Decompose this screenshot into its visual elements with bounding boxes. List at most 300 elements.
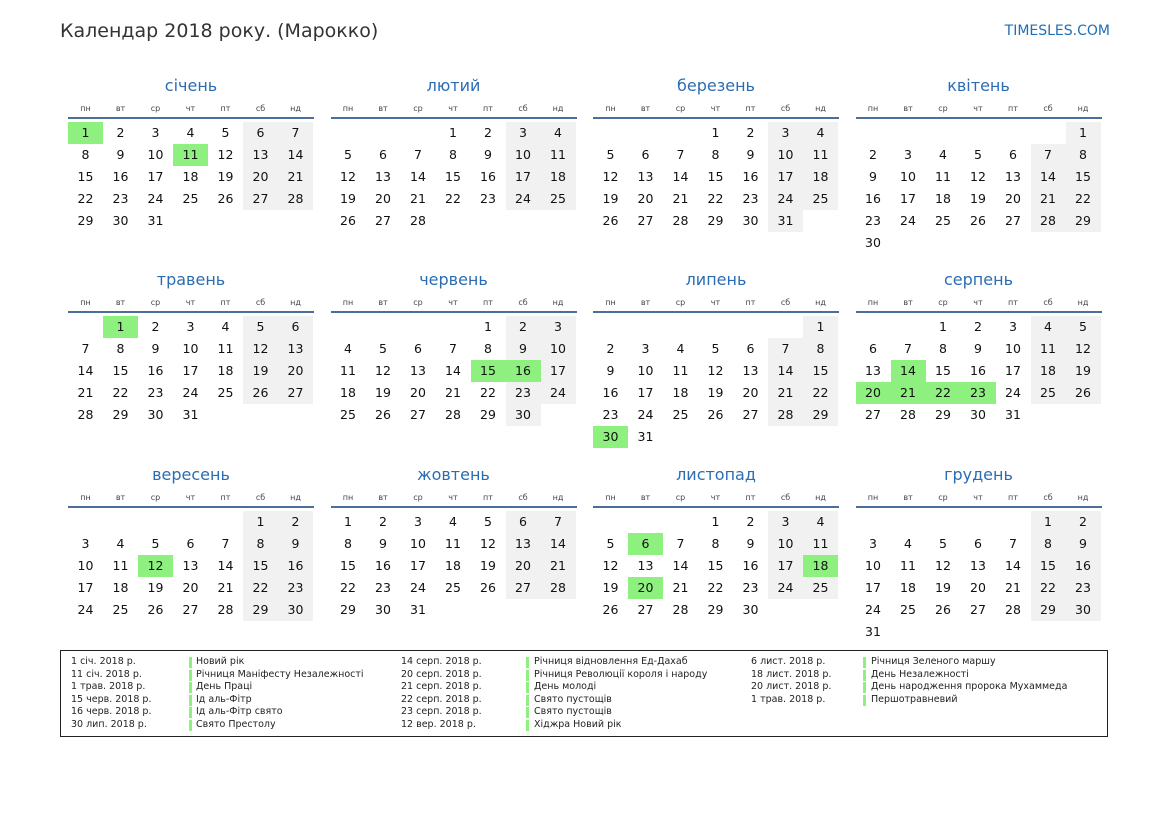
holiday-legend (60, 650, 1108, 737)
day-cell: 7 (1031, 144, 1066, 166)
day-cell: 6 (641, 147, 650, 162)
day-cell: 30 (742, 602, 759, 617)
day-cell: 20 (970, 580, 986, 595)
day-cell: 19 (243, 360, 278, 382)
day-cell: 7 (221, 536, 230, 551)
month-name: жовтень (417, 465, 490, 484)
day-cell: 7 (768, 338, 803, 360)
day-cell: 1 (449, 125, 457, 140)
day-cell: 11 (217, 341, 234, 356)
day-cell: 13 (970, 558, 986, 573)
month-name: квітень (947, 76, 1010, 95)
legend-holiday-name: Хіджра Новий рік (534, 718, 622, 730)
day-cell: 10 (865, 558, 881, 573)
day-cell: 24 (182, 385, 199, 400)
month-name: серпень (944, 270, 1013, 289)
day-cell: 28 (278, 188, 313, 210)
day-cell: 13 (742, 363, 759, 378)
weekday-label: пн (867, 298, 879, 307)
day-cell: 27 (970, 602, 986, 617)
day-cell: 26 (480, 580, 496, 595)
day-cell: 23 (480, 191, 496, 206)
day-cell: 29 (1031, 599, 1066, 621)
day-cell: 18 (112, 580, 129, 595)
day-cell: 26 (935, 602, 951, 617)
day-cell: 18 (182, 169, 199, 184)
day-cell: 29 (803, 404, 838, 426)
day-cell: 8 (116, 341, 125, 356)
day-cell: 10 (541, 338, 576, 360)
day-cell: 9 (746, 536, 755, 551)
weekday-label: ср (938, 104, 948, 113)
day-cell: 28 (672, 602, 689, 617)
day-cell: 28 (217, 602, 234, 617)
day-cell: 10 (410, 536, 426, 551)
holiday-color-marker (526, 707, 529, 718)
weekday-label: вт (115, 104, 126, 113)
empty-cell (891, 316, 926, 338)
page-title: Календар 2018 року. (Марокко) (60, 20, 379, 42)
day-cell: 3 (1009, 319, 1017, 334)
legend-row (71, 669, 411, 682)
holiday-day: 18 (803, 555, 838, 577)
month-1 (68, 75, 314, 232)
day-cell: 21 (278, 166, 313, 188)
legend-row (401, 681, 741, 694)
day-cell: 27 (865, 407, 881, 422)
empty-cell (996, 511, 1031, 533)
day-cell: 15 (340, 558, 356, 573)
day-cell: 26 (602, 213, 619, 228)
day-cell: 26 (602, 602, 619, 617)
day-cell: 3 (641, 341, 650, 356)
legend-row (401, 719, 741, 732)
day-cell: 24 (506, 188, 541, 210)
day-cell: 27 (410, 407, 426, 422)
day-cell: 31 (410, 602, 426, 617)
day-cell: 28 (77, 407, 94, 422)
day-cell: 2 (116, 125, 125, 140)
holiday-color-marker (189, 720, 192, 731)
days-grid (593, 511, 839, 621)
day-cell: 16 (375, 558, 391, 573)
day-cell: 24 (541, 382, 576, 404)
day-cell: 16 (480, 169, 496, 184)
month-6 (331, 269, 577, 426)
day-cell: 13 (637, 169, 654, 184)
day-cell: 5 (243, 316, 278, 338)
day-cell: 11 (112, 558, 129, 573)
weekday-label: сб (518, 493, 528, 502)
day-cell: 31 (182, 407, 199, 422)
legend-holiday-name: Першотравневий (871, 693, 958, 705)
weekday-label: вт (115, 298, 126, 307)
day-cell: 29 (340, 602, 356, 617)
day-cell: 23 (278, 577, 313, 599)
weekday-header (68, 491, 314, 508)
empty-cell (768, 316, 803, 338)
month-name: січень (164, 76, 218, 95)
day-cell: 25 (803, 188, 838, 210)
day-cell: 15 (445, 169, 461, 184)
weekday-label: нд (815, 104, 826, 113)
empty-cell (891, 122, 926, 144)
day-cell: 8 (711, 536, 720, 551)
site-link[interactable]: TIMESLES.COM (1004, 23, 1110, 39)
day-cell: 18 (340, 385, 356, 400)
day-cell: 13 (182, 558, 199, 573)
weekday-label: пн (80, 104, 91, 113)
day-cell: 16 (865, 191, 881, 206)
weekday-label: вт (378, 493, 388, 502)
day-cell: 24 (768, 577, 803, 599)
day-cell: 4 (939, 147, 947, 162)
day-cell: 6 (506, 511, 541, 533)
holiday-day: 20 (628, 577, 663, 599)
holiday-color-marker (189, 707, 192, 718)
day-cell: 18 (935, 191, 951, 206)
day-cell: 19 (147, 580, 164, 595)
day-cell: 21 (1005, 580, 1021, 595)
day-cell: 21 (672, 580, 689, 595)
day-cell: 21 (77, 385, 94, 400)
weekday-label: чт (448, 298, 458, 307)
day-cell: 8 (484, 341, 492, 356)
day-cell: 26 (1066, 382, 1101, 404)
day-cell: 8 (243, 533, 278, 555)
legend-date: 1 трав. 2018 р. (751, 693, 826, 705)
legend-row (401, 706, 741, 719)
day-cell: 1 (344, 514, 352, 529)
day-cell: 30 (375, 602, 391, 617)
legend-holiday-name: Річниця Зеленого маршу (871, 656, 996, 667)
day-cell: 3 (414, 514, 422, 529)
day-cell: 26 (340, 213, 356, 228)
day-cell: 28 (672, 213, 689, 228)
day-cell: 11 (445, 536, 461, 551)
day-cell: 12 (217, 147, 234, 162)
day-cell: 10 (182, 341, 199, 356)
day-cell: 2 (278, 511, 313, 533)
day-cell: 14 (1031, 166, 1066, 188)
weekday-header (593, 102, 839, 119)
month-7 (593, 269, 839, 448)
legend-holiday-name: Ід аль-Фітр свято (196, 706, 283, 717)
day-cell: 18 (900, 580, 916, 595)
day-cell: 14 (672, 169, 689, 184)
day-cell: 22 (77, 191, 94, 206)
day-cell: 12 (707, 363, 724, 378)
empty-cell (926, 511, 961, 533)
day-cell: 9 (278, 533, 313, 555)
day-cell: 17 (637, 385, 654, 400)
day-cell: 26 (970, 213, 986, 228)
legend-row (751, 669, 1091, 682)
day-cell: 21 (217, 580, 234, 595)
holiday-color-marker (863, 657, 866, 668)
day-cell: 23 (112, 191, 129, 206)
day-cell: 3 (506, 122, 541, 144)
weekday-label: ср (413, 104, 423, 113)
weekday-header (68, 296, 314, 313)
day-cell: 17 (147, 169, 164, 184)
weekday-label: нд (290, 493, 301, 502)
day-cell: 8 (449, 147, 457, 162)
weekday-header (593, 491, 839, 508)
weekday-label: сб (1043, 493, 1053, 502)
weekday-label: ср (150, 493, 161, 502)
month-9 (68, 464, 314, 621)
weekday-label: ср (413, 493, 423, 502)
day-cell: 3 (768, 122, 803, 144)
holiday-color-marker (526, 682, 529, 693)
day-cell: 25 (541, 188, 576, 210)
weekday-label: вт (640, 104, 651, 113)
weekday-label: нд (1077, 493, 1089, 502)
empty-cell (856, 511, 891, 533)
day-cell: 12 (602, 558, 619, 573)
days-grid (856, 122, 1102, 254)
weekday-label: ср (938, 298, 948, 307)
days-grid (856, 511, 1102, 643)
legend-holiday-name: Свято пустощів (534, 693, 612, 705)
legend-holiday-name: Новий рік (196, 656, 245, 667)
weekday-label: вт (903, 493, 913, 502)
legend-holiday-name: Ід аль-Фітр (196, 693, 252, 705)
weekday-label: вт (115, 493, 126, 502)
empty-cell (103, 511, 138, 533)
day-cell: 10 (506, 144, 541, 166)
weekday-label: ср (150, 104, 161, 113)
day-cell: 12 (243, 338, 278, 360)
weekday-label: ср (413, 298, 423, 307)
day-cell: 24 (147, 191, 164, 206)
weekday-label: сб (255, 104, 266, 113)
empty-cell (856, 122, 891, 144)
legend-date: 15 черв. 2018 р. (71, 693, 152, 705)
day-cell: 28 (768, 404, 803, 426)
month-2 (331, 75, 577, 232)
day-cell: 15 (935, 363, 951, 378)
day-cell: 22 (707, 580, 724, 595)
days-grid (68, 122, 314, 232)
day-cell: 28 (541, 577, 576, 599)
day-cell: 30 (506, 404, 541, 426)
day-cell: 7 (904, 341, 912, 356)
day-cell: 11 (1031, 338, 1066, 360)
day-cell: 21 (541, 555, 576, 577)
holiday-color-marker (526, 670, 529, 681)
day-cell: 19 (217, 169, 234, 184)
day-cell: 14 (541, 533, 576, 555)
weekday-label: нд (1077, 298, 1089, 307)
day-cell: 14 (217, 558, 234, 573)
empty-cell (401, 122, 436, 144)
day-cell: 9 (869, 169, 877, 184)
weekday-header (331, 491, 577, 508)
weekday-label: чт (185, 493, 196, 502)
weekday-label: нд (552, 104, 564, 113)
day-cell: 19 (340, 191, 356, 206)
day-cell: 29 (480, 407, 496, 422)
day-cell: 14 (77, 363, 94, 378)
day-cell: 25 (112, 602, 129, 617)
legend-date: 30 лип. 2018 р. (71, 718, 147, 730)
day-cell: 11 (340, 363, 356, 378)
day-cell: 12 (480, 536, 496, 551)
legend-date: 20 лист. 2018 р. (751, 681, 832, 692)
legend-row (751, 681, 1091, 694)
day-cell: 8 (939, 341, 947, 356)
day-cell: 29 (243, 599, 278, 621)
day-cell: 6 (414, 341, 422, 356)
day-cell: 25 (803, 577, 838, 599)
day-cell: 24 (900, 213, 916, 228)
day-cell: 13 (1005, 169, 1021, 184)
day-cell: 24 (865, 602, 881, 617)
day-cell: 9 (1066, 533, 1101, 555)
day-cell: 17 (865, 580, 881, 595)
day-cell: 14 (768, 360, 803, 382)
legend-date: 14 серп. 2018 р. (401, 656, 482, 667)
day-cell: 10 (637, 363, 654, 378)
weekday-label: пн (605, 298, 616, 307)
month-4 (856, 75, 1102, 254)
empty-cell (856, 316, 891, 338)
day-cell: 24 (768, 188, 803, 210)
empty-cell (628, 122, 663, 144)
holiday-color-marker (526, 695, 529, 706)
day-cell: 30 (865, 235, 881, 250)
weekday-label: сб (255, 298, 266, 307)
day-cell: 25 (217, 385, 234, 400)
day-cell: 2 (379, 514, 387, 529)
weekday-label: ср (675, 493, 686, 502)
day-cell: 5 (221, 125, 230, 140)
day-cell: 13 (506, 533, 541, 555)
month-11 (593, 464, 839, 621)
empty-cell (331, 122, 366, 144)
empty-cell (68, 316, 103, 338)
day-cell: 2 (869, 147, 877, 162)
day-cell: 5 (606, 147, 615, 162)
day-cell: 7 (278, 122, 313, 144)
day-cell: 15 (1031, 555, 1066, 577)
day-cell: 11 (803, 533, 838, 555)
day-cell: 3 (81, 536, 90, 551)
weekday-label: пн (80, 298, 91, 307)
day-cell: 7 (676, 536, 685, 551)
weekday-label: ср (150, 298, 161, 307)
day-cell: 7 (541, 511, 576, 533)
day-cell: 14 (410, 169, 426, 184)
day-cell: 2 (606, 341, 615, 356)
day-cell: 27 (375, 213, 391, 228)
weekday-label: ср (938, 493, 948, 502)
day-cell: 4 (541, 122, 576, 144)
day-cell: 4 (344, 341, 352, 356)
day-cell: 8 (344, 536, 352, 551)
empty-cell (1031, 122, 1066, 144)
weekday-label: пт (1008, 493, 1018, 502)
holiday-color-marker (863, 682, 866, 693)
legend-date: 1 трав. 2018 р. (71, 681, 146, 692)
day-cell: 12 (375, 363, 391, 378)
day-cell: 31 (637, 429, 654, 444)
day-cell: 15 (243, 555, 278, 577)
day-cell: 24 (1005, 385, 1021, 400)
day-cell: 8 (711, 147, 720, 162)
legend-row (71, 719, 411, 732)
holiday-day: 16 (506, 360, 541, 382)
day-cell: 14 (278, 144, 313, 166)
day-cell: 31 (865, 624, 881, 639)
day-cell: 31 (768, 210, 803, 232)
day-cell: 5 (606, 536, 615, 551)
weekday-label: нд (552, 298, 564, 307)
day-cell: 28 (445, 407, 461, 422)
day-cell: 19 (1066, 360, 1101, 382)
legend-date: 1 січ. 2018 р. (71, 656, 136, 667)
weekday-label: нд (552, 493, 564, 502)
weekday-label: чт (185, 298, 196, 307)
weekday-label: пт (483, 493, 493, 502)
holiday-day: 21 (891, 382, 926, 404)
day-cell: 21 (1031, 188, 1066, 210)
day-cell: 17 (768, 166, 803, 188)
day-cell: 9 (506, 338, 541, 360)
legend-holiday-name: День Праці (196, 681, 253, 692)
day-cell: 30 (112, 213, 129, 228)
day-cell: 22 (243, 577, 278, 599)
day-cell: 18 (672, 385, 689, 400)
weekday-label: сб (1043, 298, 1053, 307)
weekday-label: сб (518, 298, 528, 307)
day-cell: 17 (410, 558, 426, 573)
day-cell: 27 (506, 577, 541, 599)
day-cell: 2 (484, 125, 492, 140)
day-cell: 29 (1066, 210, 1101, 232)
day-cell: 9 (974, 341, 982, 356)
holiday-color-marker (863, 695, 866, 706)
legend-holiday-name: Річниця Маніфесту Незалежності (196, 668, 364, 680)
empty-cell (436, 316, 471, 338)
legend-column (71, 656, 411, 731)
weekday-header (593, 296, 839, 313)
day-cell: 20 (1005, 191, 1021, 206)
day-cell: 7 (81, 341, 90, 356)
weekday-header (331, 102, 577, 119)
empty-cell (961, 511, 996, 533)
day-cell: 25 (445, 580, 461, 595)
holiday-color-marker (189, 682, 192, 693)
day-cell: 21 (672, 191, 689, 206)
legend-date: 16 черв. 2018 р. (71, 706, 152, 717)
day-cell: 18 (1031, 360, 1066, 382)
day-cell: 6 (974, 536, 982, 551)
day-cell: 17 (1005, 363, 1021, 378)
day-cell: 6 (869, 341, 877, 356)
day-cell: 1 (1031, 511, 1066, 533)
day-cell: 13 (243, 144, 278, 166)
holiday-day: 22 (926, 382, 961, 404)
day-cell: 4 (1031, 316, 1066, 338)
weekday-label: ср (675, 298, 686, 307)
day-cell: 3 (904, 147, 912, 162)
day-cell: 31 (147, 213, 164, 228)
day-cell: 13 (375, 169, 391, 184)
empty-cell (593, 511, 628, 533)
